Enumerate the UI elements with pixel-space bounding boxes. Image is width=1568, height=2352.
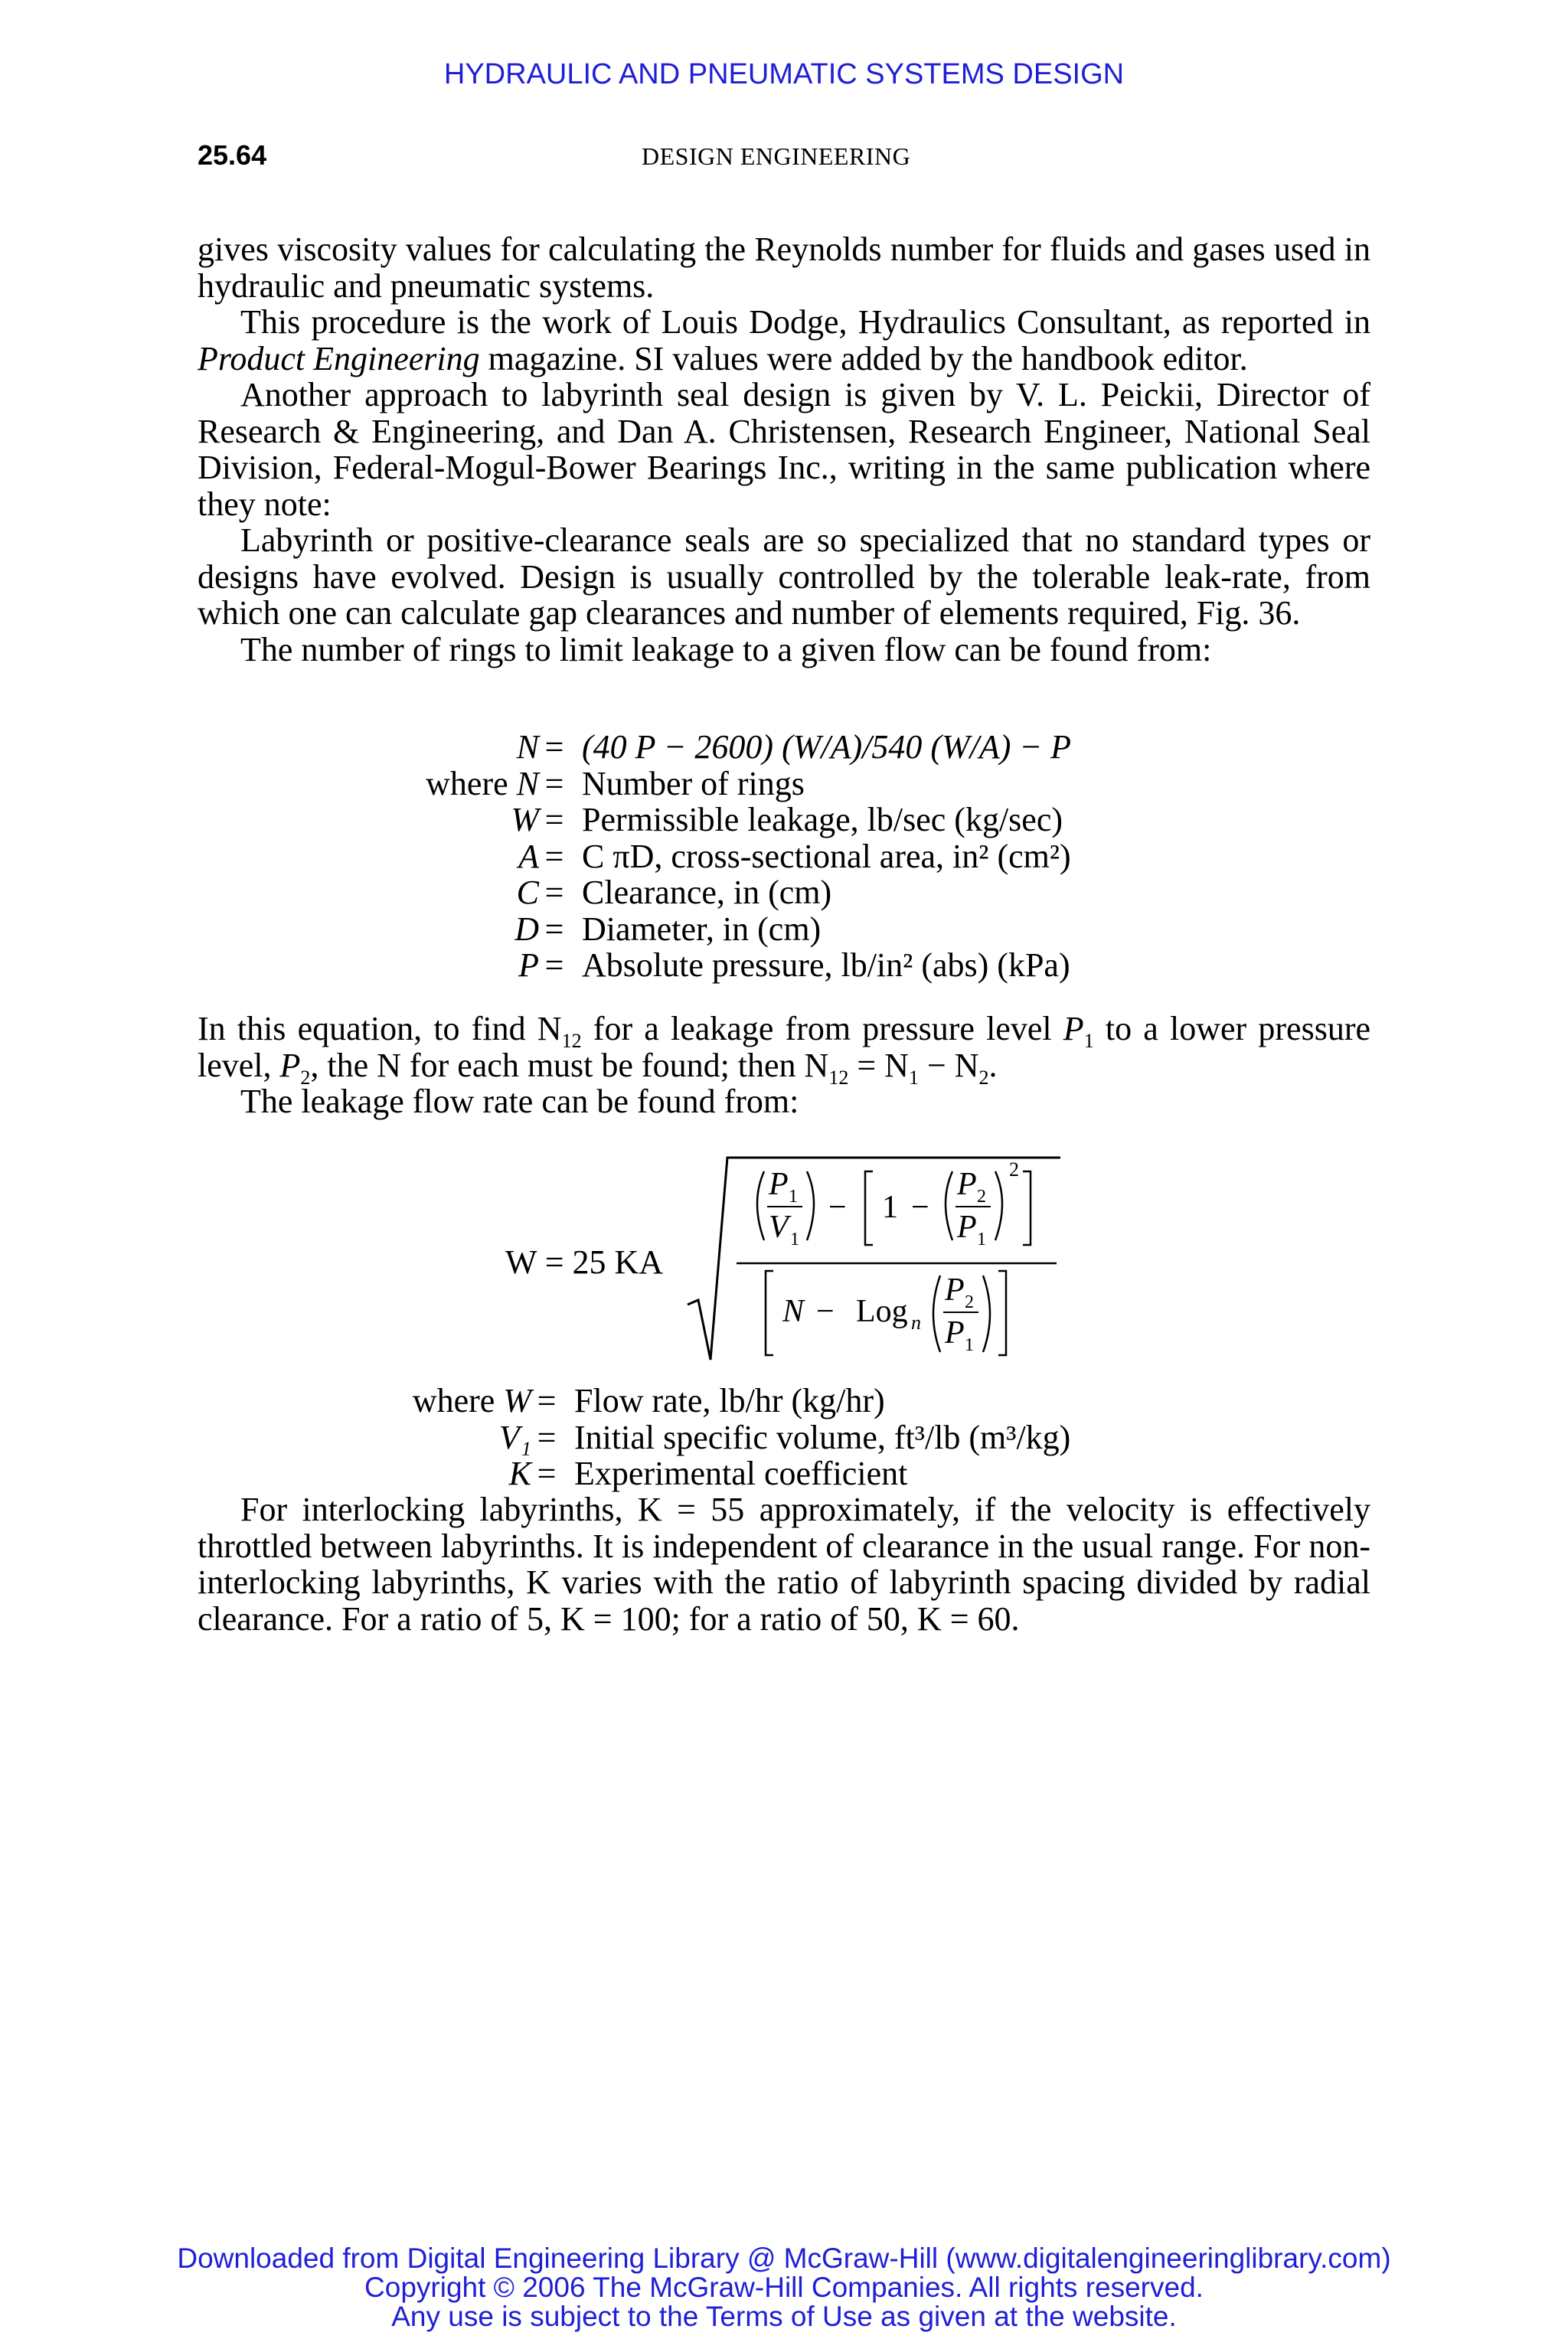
right-paren xyxy=(807,1171,814,1240)
definition-text: Flow rate, lb/hr (kg/hr) xyxy=(574,1382,885,1419)
definition-row xyxy=(198,1383,1370,1419)
symbol: D xyxy=(514,910,539,948)
footer-terms: Any use is subject to the Terms of Use as given at the website. xyxy=(391,2301,1177,2332)
paragraph-text: , the N for each must be found; then N xyxy=(310,1046,829,1084)
symbol-p: P xyxy=(945,1315,965,1351)
definition-symbol xyxy=(426,766,539,802)
symbol-p: P xyxy=(1063,1010,1084,1047)
subscript: 1 xyxy=(789,1187,798,1207)
running-head: DESIGN ENGINEERING xyxy=(642,142,911,170)
equals-sign: = xyxy=(537,1418,557,1456)
subscript: 1 xyxy=(908,1066,919,1089)
book-title: HYDRAULIC AND PNEUMATIC SYSTEMS DESIGN xyxy=(443,58,1125,90)
definition-text: Experimental coefficient xyxy=(574,1455,908,1492)
equals-sign: = xyxy=(544,764,564,802)
definition-symbol xyxy=(509,1455,531,1492)
equals-sign: = xyxy=(544,874,564,911)
definition-text: Absolute pressure, lb/in² (abs) (kPa) xyxy=(582,946,1070,984)
symbol-v: V xyxy=(769,1210,789,1245)
rings-equation-block xyxy=(198,729,1370,984)
paragraph-text: to a lower pressure level, xyxy=(198,1010,1371,1084)
symbol-p: P xyxy=(945,1272,965,1308)
symbol-p: P xyxy=(957,1167,977,1202)
symbol-n: N xyxy=(782,1294,805,1329)
footer-download-link[interactable]: Downloaded from Digital Engineering Library @ McGraw-Hill (www.digitalengineeringlibrary.com) xyxy=(177,2243,1391,2274)
symbol-p: P xyxy=(279,1046,301,1084)
exponent: 2 xyxy=(1009,1158,1019,1181)
subscript: 2 xyxy=(300,1066,311,1089)
definition-text: Permissible leakage, lb/sec (kg/sec) xyxy=(582,801,1063,838)
right-bracket xyxy=(998,1271,1006,1355)
footer-notice xyxy=(0,2244,1568,2331)
left-paren xyxy=(933,1276,940,1352)
equals-sign: = xyxy=(544,801,564,838)
paragraph-peickii: Another approach to labyrinth seal design is given by V. L. Peickii, Director of Research & Engineering, and Dan A. Christensen, Research Engineer, National Seal Division, Federal-Mogul-Bower Bearings Inc., writing in the same publication where they note: xyxy=(198,376,1370,523)
definition-row xyxy=(198,802,1370,838)
paragraph-interlocking: For interlocking labyrinths, K = 55 approximately, if the velocity is effectively throttled between labyrinths. It is independent of clearance in the usual range. For non-interlocking labyrinths, K varies with the ratio of labyrinth spacing divided by radial clearance. For a ratio of 5, K = 100; for a ratio of 50, K = 60. xyxy=(198,1491,1370,1638)
equals-sign: = xyxy=(544,837,564,875)
equation-rhs: (40 P − 2600) (W/A)/540 (W/A) − P xyxy=(582,728,1071,766)
paragraph-flow-rate: The leakage flow rate can be found from: xyxy=(240,1083,799,1120)
log-subscript: n xyxy=(911,1312,921,1334)
subscript: 2 xyxy=(965,1292,974,1312)
magazine-name: Product Engineering xyxy=(198,339,480,377)
middle-text xyxy=(198,1011,1370,1120)
square-root-sign xyxy=(688,1158,1060,1360)
equals-sign: = xyxy=(544,910,564,948)
definition-row xyxy=(198,1455,1370,1492)
equation-lhs xyxy=(517,729,539,766)
symbol: K xyxy=(508,1455,531,1492)
subscript: 2 xyxy=(977,1187,986,1207)
digit-one: 1 xyxy=(882,1190,898,1225)
minus-sign: − xyxy=(911,1190,929,1225)
left-paren xyxy=(757,1171,764,1240)
symbol-p: P xyxy=(769,1167,789,1202)
equals-sign: = xyxy=(537,1455,557,1492)
minus-sign: − xyxy=(816,1294,835,1329)
symbol: C xyxy=(516,874,539,911)
intro-text xyxy=(198,231,1370,668)
definition-row xyxy=(198,947,1370,984)
page-number: 25.64 xyxy=(198,139,267,171)
paragraph-text: This procedure is the work of Louis Dodge, Hydraulics Consultant, as reported in xyxy=(240,303,1370,341)
paragraph-text: = N xyxy=(848,1046,909,1084)
definition-symbol xyxy=(511,802,539,838)
right-paren xyxy=(983,1276,990,1352)
symbol: A xyxy=(518,837,539,875)
definition-row xyxy=(198,874,1370,911)
subscript: 1 xyxy=(1083,1029,1094,1052)
subscript: 2 xyxy=(978,1066,989,1089)
paragraph-labyrinth-seals: Labyrinth or positive-clearance seals are so specialized that no standard types or designs have evolved. Design is usually controlled by the tolerable leak-rate, from which one can calculate gap clearances and number of elements required, Fig. 36. xyxy=(198,521,1370,632)
symbol: N xyxy=(516,764,539,802)
equals-sign: = xyxy=(537,1382,557,1419)
paragraph-text: − N xyxy=(918,1046,979,1084)
flow-rate-equation xyxy=(490,1141,1072,1363)
paragraph-dodge xyxy=(198,304,1370,377)
where-prefix: where xyxy=(412,1382,504,1419)
symbol: W xyxy=(503,1382,531,1419)
right-bracket xyxy=(1023,1171,1031,1245)
equals-sign: = xyxy=(544,946,564,984)
definition-symbol xyxy=(518,947,539,984)
minus-sign: − xyxy=(828,1190,847,1225)
paragraph-viscosity: gives viscosity values for calculating the Reynolds number for fluids and gases used in hydraulic and pneumatic systems. xyxy=(198,230,1370,305)
paragraph-n12 xyxy=(198,1010,1371,1089)
definition-text: Number of rings xyxy=(582,764,805,802)
subscript: 12 xyxy=(561,1029,582,1052)
equals-sign: = xyxy=(544,728,564,766)
left-bracket xyxy=(766,1271,773,1355)
definition-symbol xyxy=(514,911,539,948)
symbol: V₁ xyxy=(498,1418,531,1456)
definition-row xyxy=(198,766,1370,802)
equation-lhs: W = 25 KA xyxy=(505,1243,664,1281)
paragraph-number-of-rings: The number of rings to limit leakage to a given flow can be found from: xyxy=(240,630,1212,668)
footer-copyright: Copyright © 2006 The McGraw-Hill Companies. All rights reserved. xyxy=(364,2272,1204,2303)
where-prefix: where xyxy=(426,764,517,802)
definition-text: Diameter, in (cm) xyxy=(582,910,822,948)
definition-row xyxy=(198,911,1370,948)
paragraph-text: magazine. SI values were added by the handbook editor. xyxy=(479,339,1248,377)
symbol-n: N xyxy=(516,728,539,766)
symbol-p: P xyxy=(957,1210,977,1245)
flow-definitions-block xyxy=(198,1383,1370,1492)
definition-row xyxy=(198,1419,1370,1456)
subscript: 1 xyxy=(790,1230,799,1250)
log-text: Log xyxy=(856,1294,908,1329)
definition-symbol xyxy=(499,1419,531,1456)
symbol: W xyxy=(511,801,539,838)
rings-equation xyxy=(198,729,1370,766)
left-bracket xyxy=(865,1171,873,1245)
symbol: P xyxy=(518,946,539,984)
rings-definitions xyxy=(198,766,1370,984)
definition-row xyxy=(198,838,1370,875)
subscript: 12 xyxy=(828,1066,849,1089)
paragraph-text: for a leakage from pressure level xyxy=(581,1010,1063,1047)
right-paren xyxy=(995,1171,1002,1240)
definition-symbol xyxy=(517,874,539,911)
left-paren xyxy=(946,1171,952,1240)
flow-definitions xyxy=(198,1383,1370,1492)
subscript: 1 xyxy=(965,1335,974,1355)
paragraph-text: In this equation, to find N xyxy=(198,1010,562,1047)
subscript: 1 xyxy=(977,1230,986,1250)
definition-symbol xyxy=(413,1383,531,1419)
definition-text: C πD, cross-sectional area, in² (cm²) xyxy=(582,837,1071,875)
definition-text: Clearance, in (cm) xyxy=(582,874,832,911)
definition-text: Initial specific volume, ft³/lb (m³/kg) xyxy=(574,1418,1071,1456)
paragraph-text: . xyxy=(988,1046,998,1084)
definition-symbol xyxy=(518,838,539,875)
closing-text xyxy=(198,1491,1370,1637)
